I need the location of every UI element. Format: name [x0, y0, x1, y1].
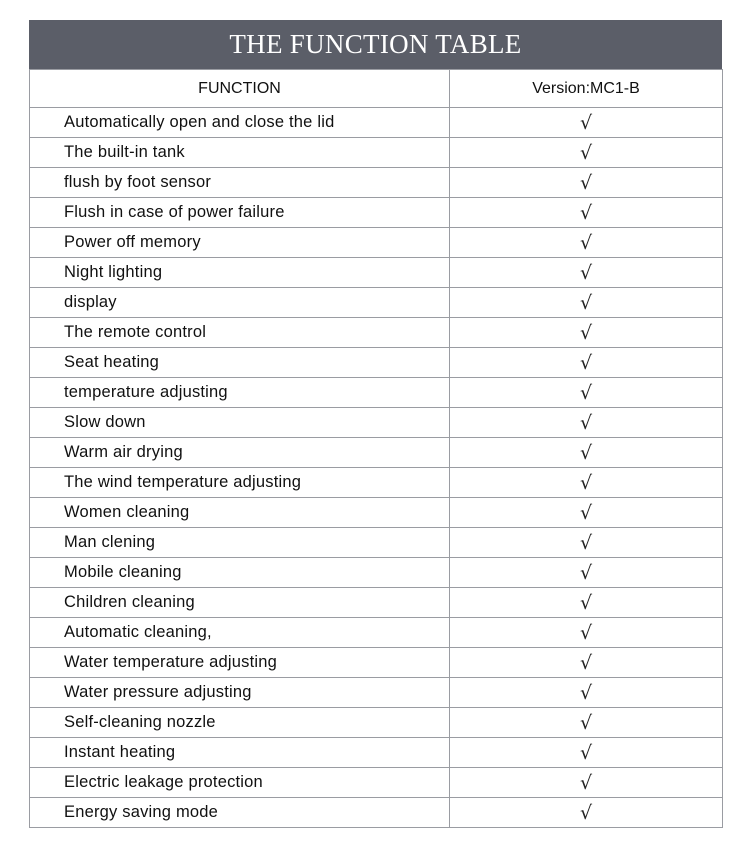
- check-mark-icon: √: [450, 768, 723, 798]
- function-name: The built-in tank: [30, 138, 450, 168]
- function-name: Automatically open and close the lid: [30, 108, 450, 138]
- function-name: Women cleaning: [30, 498, 450, 528]
- table-row: [30, 618, 723, 648]
- function-name: Energy saving mode: [30, 798, 450, 828]
- table-row: [30, 768, 723, 798]
- table-row: [30, 738, 723, 768]
- check-mark-icon: √: [450, 588, 723, 618]
- table-row: [30, 528, 723, 558]
- table-row: [30, 168, 723, 198]
- check-mark-icon: √: [450, 198, 723, 228]
- function-name: display: [30, 288, 450, 318]
- table-row: [30, 348, 723, 378]
- check-mark-icon: √: [450, 558, 723, 588]
- check-mark-icon: √: [450, 708, 723, 738]
- function-name: Electric leakage protection: [30, 768, 450, 798]
- table-row: [30, 408, 723, 438]
- function-name: The wind temperature adjusting: [30, 468, 450, 498]
- function-name: Warm air drying: [30, 438, 450, 468]
- table-row: [30, 678, 723, 708]
- function-name: Self-cleaning nozzle: [30, 708, 450, 738]
- function-name: Mobile cleaning: [30, 558, 450, 588]
- table-row: [30, 498, 723, 528]
- check-mark-icon: √: [450, 678, 723, 708]
- function-name: Seat heating: [30, 348, 450, 378]
- check-mark-icon: √: [450, 498, 723, 528]
- table-row: [30, 648, 723, 678]
- table-row: [30, 798, 723, 828]
- function-name: Slow down: [30, 408, 450, 438]
- function-name: Man clening: [30, 528, 450, 558]
- header-row: [30, 70, 723, 108]
- function-name: Instant heating: [30, 738, 450, 768]
- check-mark-icon: √: [450, 258, 723, 288]
- check-mark-icon: √: [450, 138, 723, 168]
- check-mark-icon: √: [450, 618, 723, 648]
- function-name: temperature adjusting: [30, 378, 450, 408]
- check-mark-icon: √: [450, 468, 723, 498]
- table-row: [30, 288, 723, 318]
- header-function: FUNCTION: [30, 70, 450, 108]
- check-mark-icon: √: [450, 408, 723, 438]
- function-name: Water pressure adjusting: [30, 678, 450, 708]
- function-name: Night lighting: [30, 258, 450, 288]
- check-mark-icon: √: [450, 738, 723, 768]
- table-row: [30, 378, 723, 408]
- table-title: THE FUNCTION TABLE: [29, 20, 722, 69]
- check-mark-icon: √: [450, 318, 723, 348]
- check-mark-icon: √: [450, 228, 723, 258]
- check-mark-icon: √: [450, 168, 723, 198]
- function-grid: [29, 69, 723, 828]
- check-mark-icon: √: [450, 798, 723, 828]
- check-mark-icon: √: [450, 528, 723, 558]
- check-mark-icon: √: [450, 648, 723, 678]
- check-mark-icon: √: [450, 438, 723, 468]
- table-row: [30, 198, 723, 228]
- table-row: [30, 108, 723, 138]
- table-row: [30, 138, 723, 168]
- function-name: Power off memory: [30, 228, 450, 258]
- table-row: [30, 258, 723, 288]
- function-name: flush by foot sensor: [30, 168, 450, 198]
- check-mark-icon: √: [450, 348, 723, 378]
- table-row: [30, 228, 723, 258]
- table-row: [30, 708, 723, 738]
- function-table: [29, 20, 722, 828]
- table-row: [30, 468, 723, 498]
- table-row: [30, 438, 723, 468]
- function-name: The remote control: [30, 318, 450, 348]
- header-version: Version:MC1-B: [450, 70, 723, 108]
- function-name: Water temperature adjusting: [30, 648, 450, 678]
- function-name: Automatic cleaning,: [30, 618, 450, 648]
- function-name: Flush in case of power failure: [30, 198, 450, 228]
- check-mark-icon: √: [450, 108, 723, 138]
- table-row: [30, 558, 723, 588]
- check-mark-icon: √: [450, 288, 723, 318]
- table-body: [30, 108, 723, 828]
- table-row: [30, 318, 723, 348]
- function-name: Children cleaning: [30, 588, 450, 618]
- check-mark-icon: √: [450, 378, 723, 408]
- table-row: [30, 588, 723, 618]
